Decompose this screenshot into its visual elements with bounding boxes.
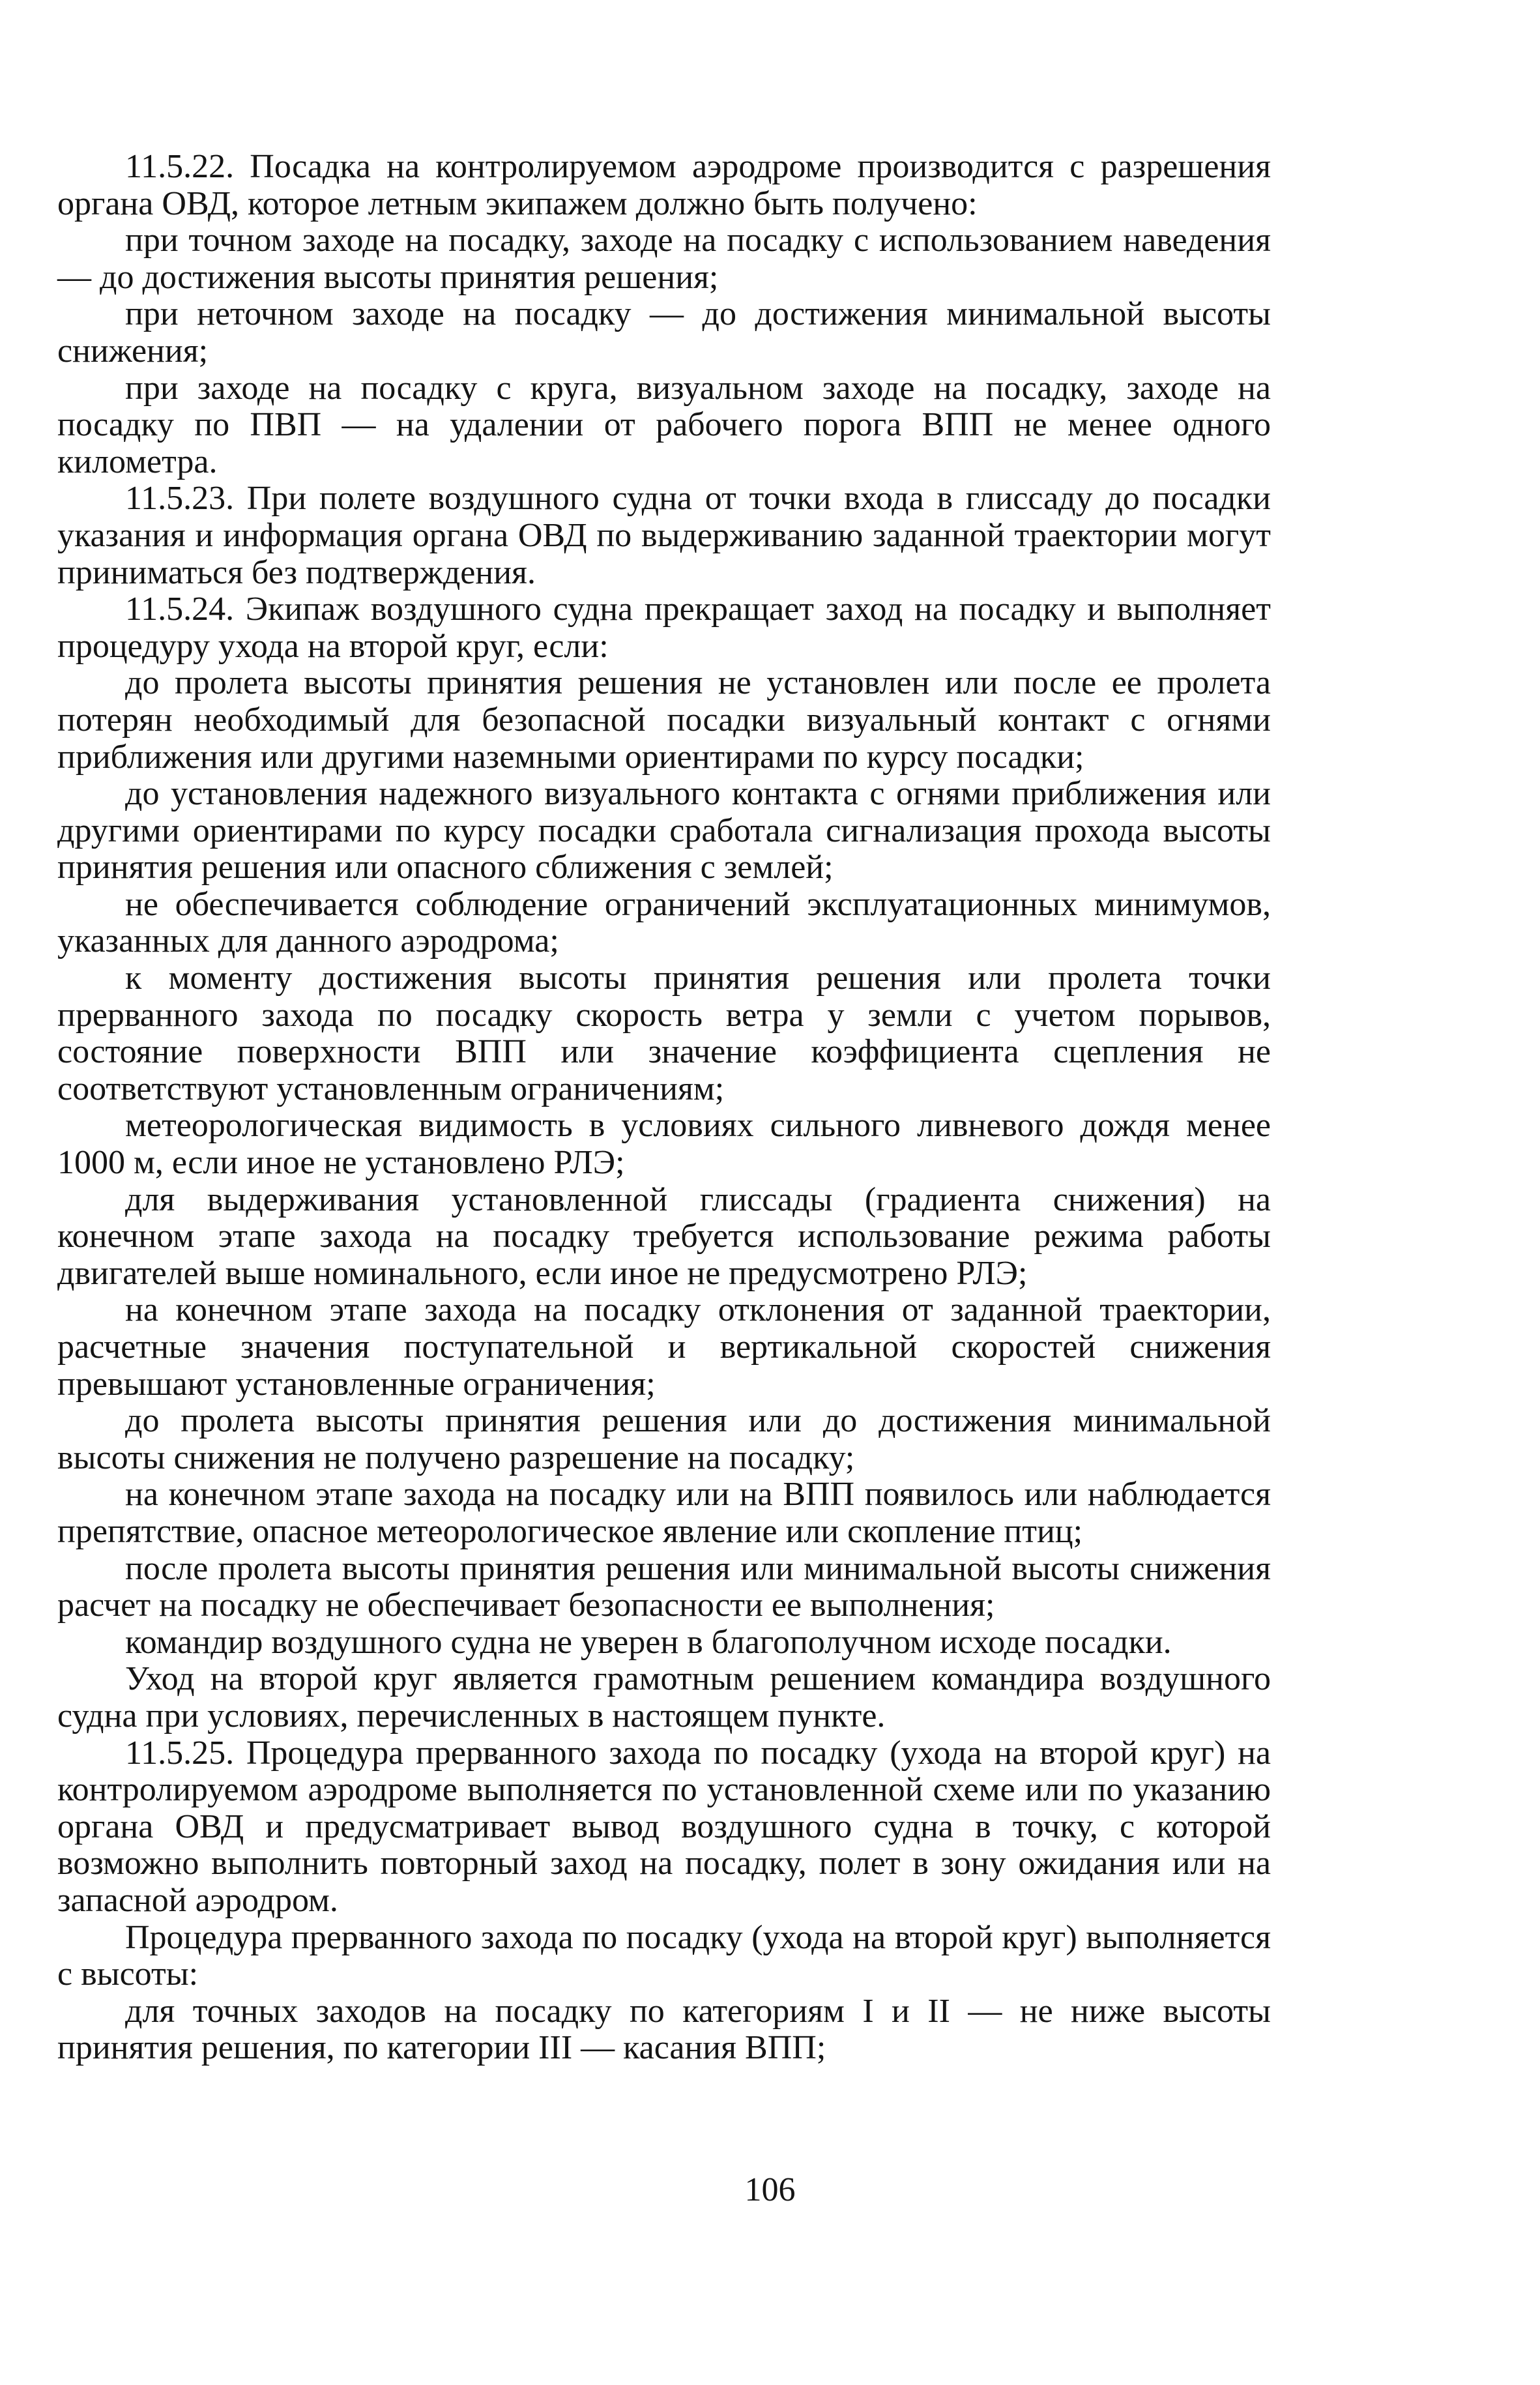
document-body xyxy=(57,149,1271,2067)
list-item-commander-uncertain: командир воздушного судна не уверен в благополучном исходе посадки. xyxy=(125,1623,1172,1661)
page-number: 106 xyxy=(744,2171,796,2208)
paragraph-precision-approach: при точном заходе на посадку, заходе на посадку с использованием наведения — до достижения высоты принятия решения; xyxy=(57,222,1271,296)
paragraph-11-5-23: 11.5.23. При полете воздушного судна от точки входа в глиссаду до посадки указания и информация органа ОВД по выдерживанию заданной траектории могут приниматься без подтверждения. xyxy=(57,480,1271,591)
list-item-unsafe-landing: после пролета высоты принятия решения или минимальной высоты снижения расчет на посадку не обеспечивает безопасности ее выполнения; xyxy=(57,1549,1271,1624)
paragraph-go-around-decision: Уход на второй круг является грамотным решением командира воздушного судна при условиях, перечисленных в настоящем пункте. xyxy=(57,1660,1271,1734)
paragraph-missed-approach-altitude: Процедура прерванного захода по посадку (ухода на второй круг) выполняется с высоты: xyxy=(57,1918,1271,1993)
paragraph-11-5-24: 11.5.24. Экипаж воздушного судна прекращает заход на посадку и выполняет процедуру ухода на второй круг, если: xyxy=(57,591,1271,665)
paragraph-11-5-25: 11.5.25. Процедура прерванного захода по посадку (ухода на второй круг) на контролируемом аэродроме выполняется по установленной схеме или по указанию органа ОВД и предусматривает вывод воздушного судна в точку, с которой возможно выполнить повторный заход на посадку, полет в зону ожидания или на запасной аэродром. xyxy=(57,1734,1271,1919)
list-item-alarm: до установления надежного визуального контакта с огнями приближения или другими ориентирами по курсу посадки сработала сигнализация прохода высоты принятия решения или опасного сближения с землей; xyxy=(57,775,1271,886)
list-item-visual-contact: до пролета высоты принятия решения не установлен или после ее пролета потерян необходимый для безопасной посадки визуальный контакт с огнями приближения или другими наземными ориентирами по курсу посадки; xyxy=(57,664,1271,776)
paragraph-circling-approach: при заходе на посадку с круга, визуальном заходе на посадку, заходе на посадку по ПВП — на удалении от рабочего порога ВПП не менее одного километра. xyxy=(57,369,1271,480)
list-item-minimums: не обеспечивается соблюдение ограничений эксплуатационных минимумов, указанных для данного аэродрома; xyxy=(57,885,1271,960)
paragraph-non-precision-approach: при неточном заходе на посадку — до достижения минимальной высоты снижения; xyxy=(57,295,1271,370)
list-item-wind-runway: к моменту достижения высоты принятия решения или пролета точки прерванного захода по посадку скорость ветра у земли с учетом порывов, состояние поверхности ВПП или значение коэффициента сцепления не соответствуют установленным ограничениям; xyxy=(57,959,1271,1107)
list-item-glideslope: для выдерживания установленной глиссады (градиента снижения) на конечном этапе захода на посадку требуется использование режима работы двигателей выше номинального, если иное не предусмотрено РЛЭ; xyxy=(57,1180,1271,1292)
list-item-visibility: метеорологическая видимость в условиях сильного ливневого дождя менее 1000 м, если иное не установлено РЛЭ; xyxy=(57,1107,1271,1182)
list-item-no-clearance: до пролета высоты принятия решения или до достижения минимальной высоты снижения не получено разрешение на посадку; xyxy=(57,1402,1271,1476)
paragraph-11-5-22: 11.5.22. Посадка на контролируемом аэродроме производится с разрешения органа ОВД, которое летным экипажем должно быть получено: xyxy=(57,148,1271,222)
list-item-obstacle: на конечном этапе захода на посадку или на ВПП появилось или наблюдается препятствие, опасное метеорологическое явление или скопление птиц; xyxy=(57,1476,1271,1550)
list-item-precision-categories: для точных заходов на посадку по категориям I и II — не ниже высоты принятия решения, по категории III — касания ВПП; xyxy=(57,1992,1271,2067)
list-item-trajectory-deviation: на конечном этапе захода на посадку отклонения от заданной траектории, расчетные значения поступательной и вертикальной скоростей снижения превышают установленные ограничения; xyxy=(57,1291,1271,1403)
